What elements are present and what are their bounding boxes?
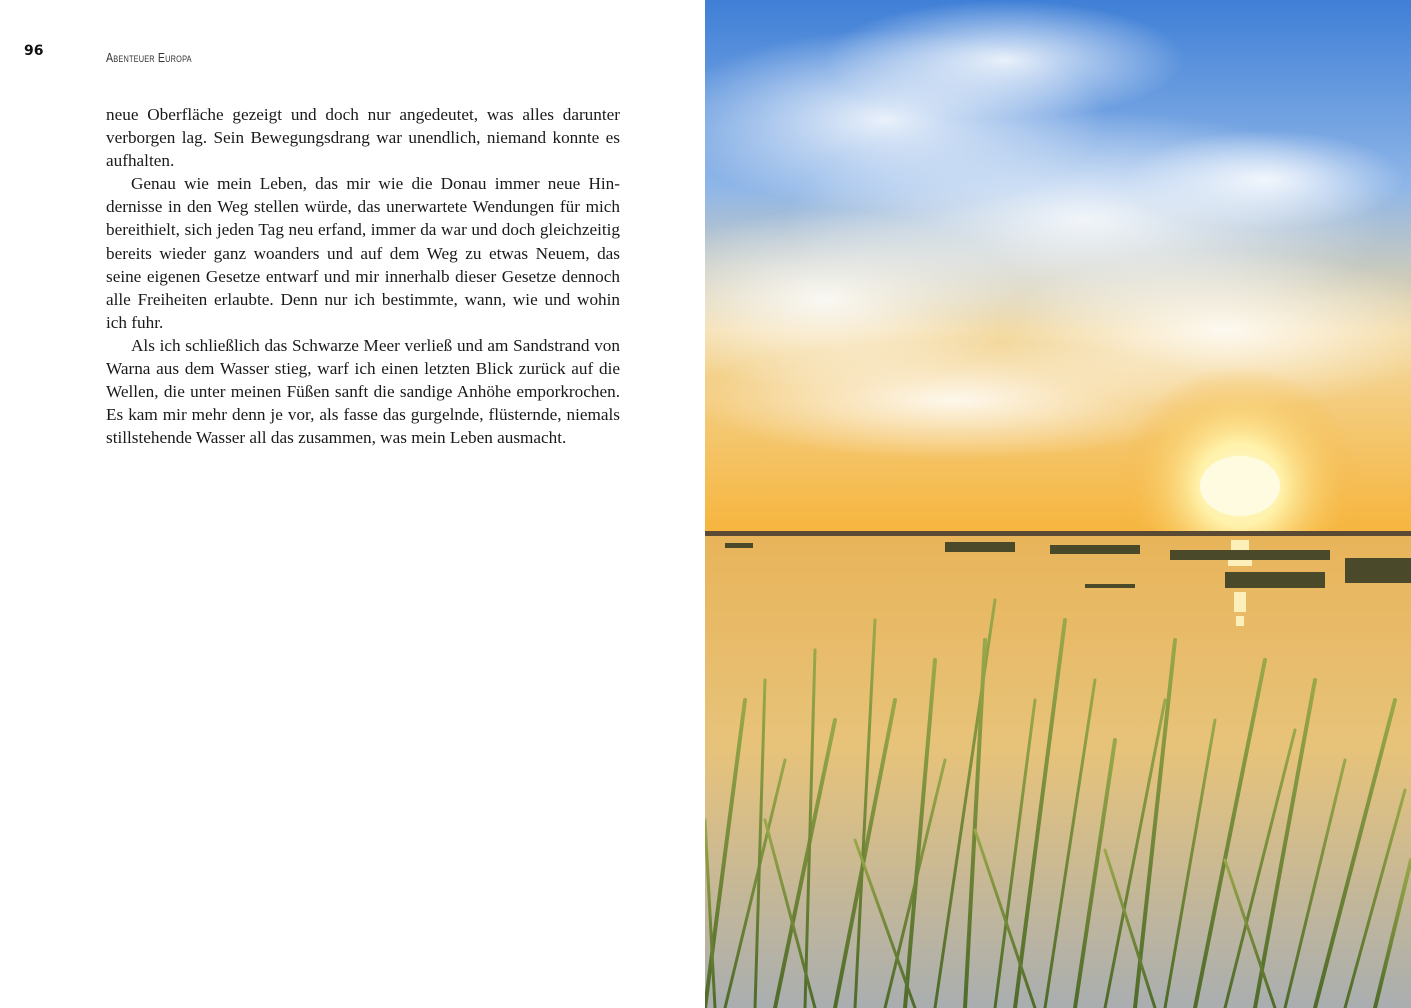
paragraph-3: Als ich schließlich das Schwarze Meer verließ und am Sandstrand von Warna aus dem Wasser stieg, warf ich einen letzten Blick zurück auf die Wellen, die unter meinen Füßen sanft die sandige Anhöhe emporkrochen. Es kam mir mehr denn je vor, als fasse das gurgelnde, flüsternde, niemals stillstehende Wasser all das zusammen, was mein Leben ausmacht. [106, 335, 620, 448]
right-page [705, 0, 1411, 1008]
sun [1200, 456, 1280, 516]
body-text [106, 103, 620, 449]
left-page [0, 0, 705, 1008]
paragraph-1: neue Oberfläche gezeigt und doch nur angedeutet, was alles darunter verborgen lag. Sein Bewegungsdrang war unendlich, niemand konnte es aufhalten. [106, 105, 620, 171]
paragraph-2: Genau wie mein Leben, das mir wie die Donau immer neue Hindernisse in den Weg stellen würde, das unerwartete Wendungen für mich bereithielt, sich jeden Tag neu erfand, immer da war und doch gleichzeitig bereits wieder ganz woanders und auf dem Weg zu etwas Neuem, das seine eigenen Gesetze entwarf und mir innerhalb dieser Gesetze dennoch alle Freiheiten erlaubte. Denn nur ich bestimmte, wann, wie und wohin ich fuhr. [106, 174, 620, 332]
sunset-photo [705, 0, 1411, 1008]
running-head: Abenteuer Europa [106, 50, 192, 65]
horizon-line [705, 531, 1411, 536]
page-number: 96 [24, 43, 44, 59]
